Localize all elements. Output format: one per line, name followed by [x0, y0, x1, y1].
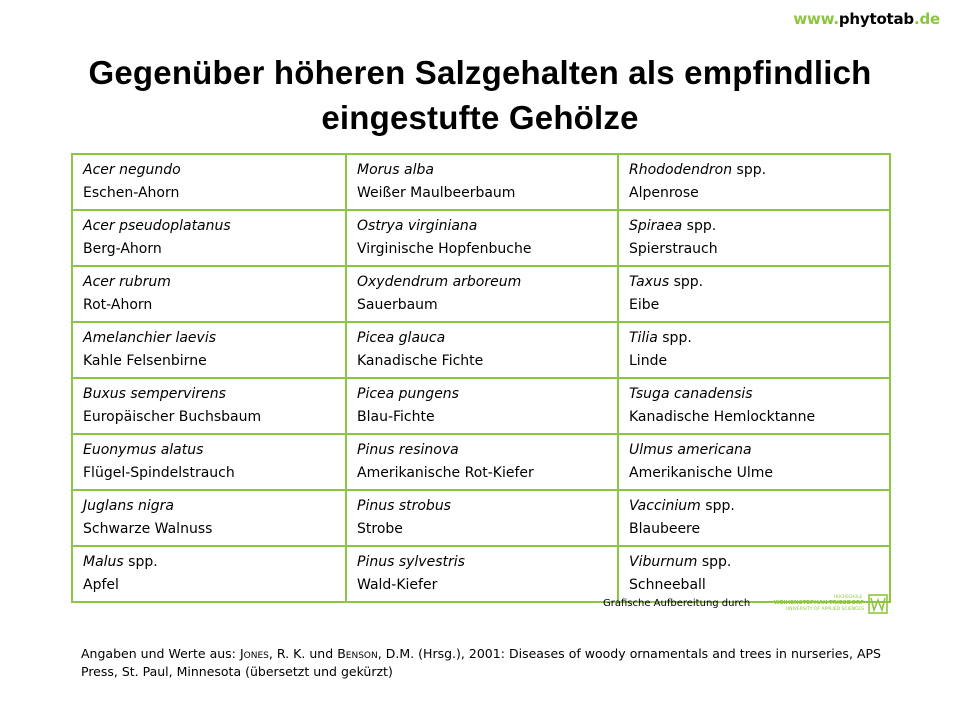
- table-row: [72, 322, 890, 378]
- species-latin-name: Euonymus alatus: [83, 442, 204, 458]
- species-latin-name: Taxus: [629, 274, 670, 290]
- species-latin-line: [357, 327, 607, 350]
- brand-name: phytotab: [838, 10, 914, 28]
- species-latin-line: [357, 271, 607, 294]
- brand-link[interactable]: [793, 10, 940, 28]
- species-latin-name: Amelanchier laevis: [83, 330, 216, 346]
- table-row: [72, 210, 890, 266]
- table-cell: [72, 266, 346, 322]
- species-latin-name: Acer rubrum: [83, 274, 171, 290]
- species-latin-name: Vaccinium: [629, 498, 701, 514]
- species-latin-line: [629, 271, 879, 294]
- species-common-name: Flügel-Spindelstrauch: [83, 465, 235, 481]
- table-cell: [72, 490, 346, 546]
- species-latin-line: [629, 327, 879, 350]
- species-latin-name: Pinus strobus: [357, 498, 451, 514]
- species-common-name: Virginische Hopfenbuche: [357, 241, 532, 257]
- hswt-logo-icon: [868, 594, 888, 614]
- table-cell: [72, 210, 346, 266]
- species-common-name: Eschen-Ahorn: [83, 185, 180, 201]
- species-common-name: Europäischer Buchsbaum: [83, 409, 262, 425]
- species-common-name: Kanadische Hemlocktanne: [629, 409, 816, 425]
- species-common-name: Schwarze Walnuss: [83, 521, 213, 537]
- species-latin-name: Acer negundo: [83, 162, 181, 178]
- table-row: [72, 546, 890, 602]
- table-cell: [618, 322, 890, 378]
- species-latin-name: Buxus sempervirens: [83, 386, 226, 402]
- species-latin-line: [357, 495, 607, 518]
- species-latin-line: [83, 271, 335, 294]
- table-cell: [618, 434, 890, 490]
- plant-table: [71, 153, 891, 603]
- species-latin-line: [629, 159, 879, 182]
- species-common-name: Kanadische Fichte: [357, 353, 484, 369]
- table-cell: [346, 210, 618, 266]
- species-latin-name: Picea glauca: [357, 330, 446, 346]
- species-latin-line: [357, 551, 607, 574]
- species-latin-name: Malus: [83, 554, 124, 570]
- species-latin-name: Spiraea: [629, 218, 683, 234]
- species-suffix: spp.: [669, 274, 704, 290]
- brand-suffix: .de: [913, 10, 940, 28]
- species-common-name: Blau-Fichte: [357, 409, 435, 425]
- logo-line-3: UNIVERSITY OF APPLIED SCIENCES: [785, 607, 864, 612]
- table-cell: [618, 210, 890, 266]
- title-line-2: eingestufte Gehölze: [321, 99, 639, 136]
- source-prefix: Angaben und Werte aus:: [81, 646, 240, 661]
- species-latin-line: [629, 439, 879, 462]
- hswt-logo: [772, 594, 890, 616]
- species-latin-name: Ostrya virginiana: [357, 218, 478, 234]
- table-row: [72, 154, 890, 210]
- table-cell: [618, 490, 890, 546]
- table-cell: [346, 266, 618, 322]
- species-suffix: spp.: [682, 218, 717, 234]
- table-cell: [72, 322, 346, 378]
- species-common-name: Rot-Ahorn: [83, 297, 153, 313]
- species-latin-line: [83, 159, 335, 182]
- species-latin-name: Rhododendron: [629, 162, 733, 178]
- source-citation: [81, 645, 881, 681]
- species-latin-name: Oxydendrum arboreum: [357, 274, 522, 290]
- page-title: [0, 50, 960, 140]
- table-cell: [346, 490, 618, 546]
- species-latin-name: Viburnum: [629, 554, 698, 570]
- species-suffix: spp.: [697, 554, 732, 570]
- species-latin-name: Morus alba: [357, 162, 434, 178]
- table-row: [72, 490, 890, 546]
- species-suffix: spp.: [657, 330, 692, 346]
- species-latin-line: [83, 551, 335, 574]
- brand-prefix: www.: [793, 10, 839, 28]
- species-latin-line: [357, 215, 607, 238]
- species-latin-name: Pinus sylvestris: [357, 554, 465, 570]
- species-latin-line: [357, 159, 607, 182]
- species-common-name: Amerikanische Rot-Kiefer: [357, 465, 534, 481]
- species-common-name: Schneeball: [629, 577, 706, 593]
- species-common-name: Spierstrauch: [629, 241, 718, 257]
- table-cell: [618, 154, 890, 210]
- species-latin-line: [83, 495, 335, 518]
- species-suffix: spp.: [123, 554, 158, 570]
- table-cell: [618, 378, 890, 434]
- credit-text: Grafische Aufbereitung durch: [603, 598, 751, 609]
- species-latin-line: [83, 215, 335, 238]
- species-common-name: Weißer Maulbeerbaum: [357, 185, 516, 201]
- table-cell: [72, 546, 346, 602]
- species-common-name: Eibe: [629, 297, 660, 313]
- species-latin-name: Acer pseudoplatanus: [83, 218, 231, 234]
- table-row: [72, 378, 890, 434]
- table-cell: [346, 154, 618, 210]
- table-cell: [346, 378, 618, 434]
- table-cell: [72, 154, 346, 210]
- table-row: [72, 266, 890, 322]
- species-latin-name: Tilia: [629, 330, 658, 346]
- species-latin-line: [83, 327, 335, 350]
- species-common-name: Amerikanische Ulme: [629, 465, 773, 481]
- source-mid: , R. K. und: [268, 646, 338, 661]
- species-common-name: Wald-Kiefer: [357, 577, 438, 593]
- species-common-name: Linde: [629, 353, 668, 369]
- table-cell: [346, 546, 618, 602]
- species-latin-line: [629, 215, 879, 238]
- species-latin-line: [629, 551, 879, 574]
- species-common-name: Apfel: [83, 577, 119, 593]
- plant-table-body: [72, 154, 890, 602]
- species-latin-line: [629, 495, 879, 518]
- species-latin-line: [83, 383, 335, 406]
- species-latin-line: [83, 439, 335, 462]
- species-latin-line: [629, 383, 879, 406]
- species-suffix: spp.: [700, 498, 735, 514]
- species-common-name: Strobe: [357, 521, 403, 537]
- source-author-1: Jones: [239, 646, 269, 661]
- table-cell: [346, 322, 618, 378]
- species-common-name: Berg-Ahorn: [83, 241, 162, 257]
- species-latin-name: Picea pungens: [357, 386, 459, 402]
- source-rest: , D.M. (Hrsg.), 2001: Diseases of woody ornamentals and trees in nurseries, APS Press, St. Paul, Minnesota (übersetzt und gekürzt): [81, 646, 881, 679]
- species-common-name: Sauerbaum: [357, 297, 438, 313]
- species-latin-line: [357, 383, 607, 406]
- species-common-name: Kahle Felsenbirne: [83, 353, 207, 369]
- source-author-2: Benson: [337, 646, 378, 661]
- species-latin-name: Juglans nigra: [83, 498, 174, 514]
- table-cell: [72, 378, 346, 434]
- table-row: [72, 434, 890, 490]
- species-common-name: Blaubeere: [629, 521, 701, 537]
- species-suffix: spp.: [732, 162, 767, 178]
- species-latin-name: Pinus resinova: [357, 442, 459, 458]
- species-latin-name: Tsuga canadensis: [629, 386, 753, 402]
- table-cell: [346, 434, 618, 490]
- species-common-name: Alpenrose: [629, 185, 699, 201]
- table-cell: [618, 266, 890, 322]
- table-cell: [72, 434, 346, 490]
- species-latin-name: Ulmus americana: [629, 442, 752, 458]
- logo-line-1: HOCHSCHULE: [834, 594, 862, 599]
- logo-line-2: WEIHENSTEPHAN-TRIESDORF: [773, 600, 864, 606]
- title-line-1: Gegenüber höheren Salzgehalten als empfindlich: [88, 54, 872, 91]
- species-latin-line: [357, 439, 607, 462]
